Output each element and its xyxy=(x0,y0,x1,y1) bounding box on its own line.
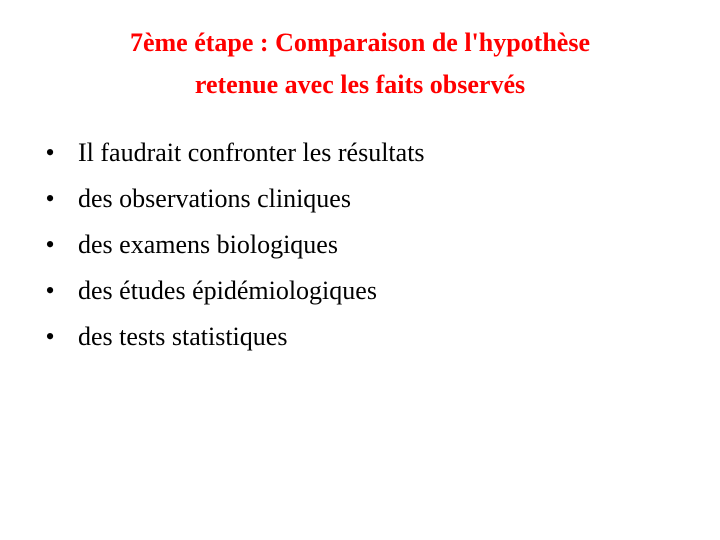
bullet-text: des études épidémiologiques xyxy=(78,276,377,305)
bullet-icon: • xyxy=(45,184,55,213)
bullet-item xyxy=(40,314,680,360)
bullet-item xyxy=(40,176,680,222)
bullet-text: des tests statistiques xyxy=(78,322,288,351)
bullet-icon: • xyxy=(45,230,55,259)
slide-title xyxy=(60,22,660,106)
bullet-text: Il faudrait confronter les résultats xyxy=(78,138,425,167)
bullet-icon: • xyxy=(45,276,55,305)
bullet-text: des observations cliniques xyxy=(78,184,351,213)
bullet-item xyxy=(40,130,680,176)
bullet-item xyxy=(40,268,680,314)
slide-title-line-2: retenue avec les faits observés xyxy=(194,70,526,99)
bullet-text: des examens biologiques xyxy=(78,230,338,259)
slide-title-line-1: 7ème étape : Comparaison de l'hypothèse xyxy=(129,28,590,57)
bullet-item xyxy=(40,222,680,268)
bullet-icon: • xyxy=(45,138,55,167)
bullet-icon: • xyxy=(45,322,55,351)
bullet-list xyxy=(40,130,680,360)
